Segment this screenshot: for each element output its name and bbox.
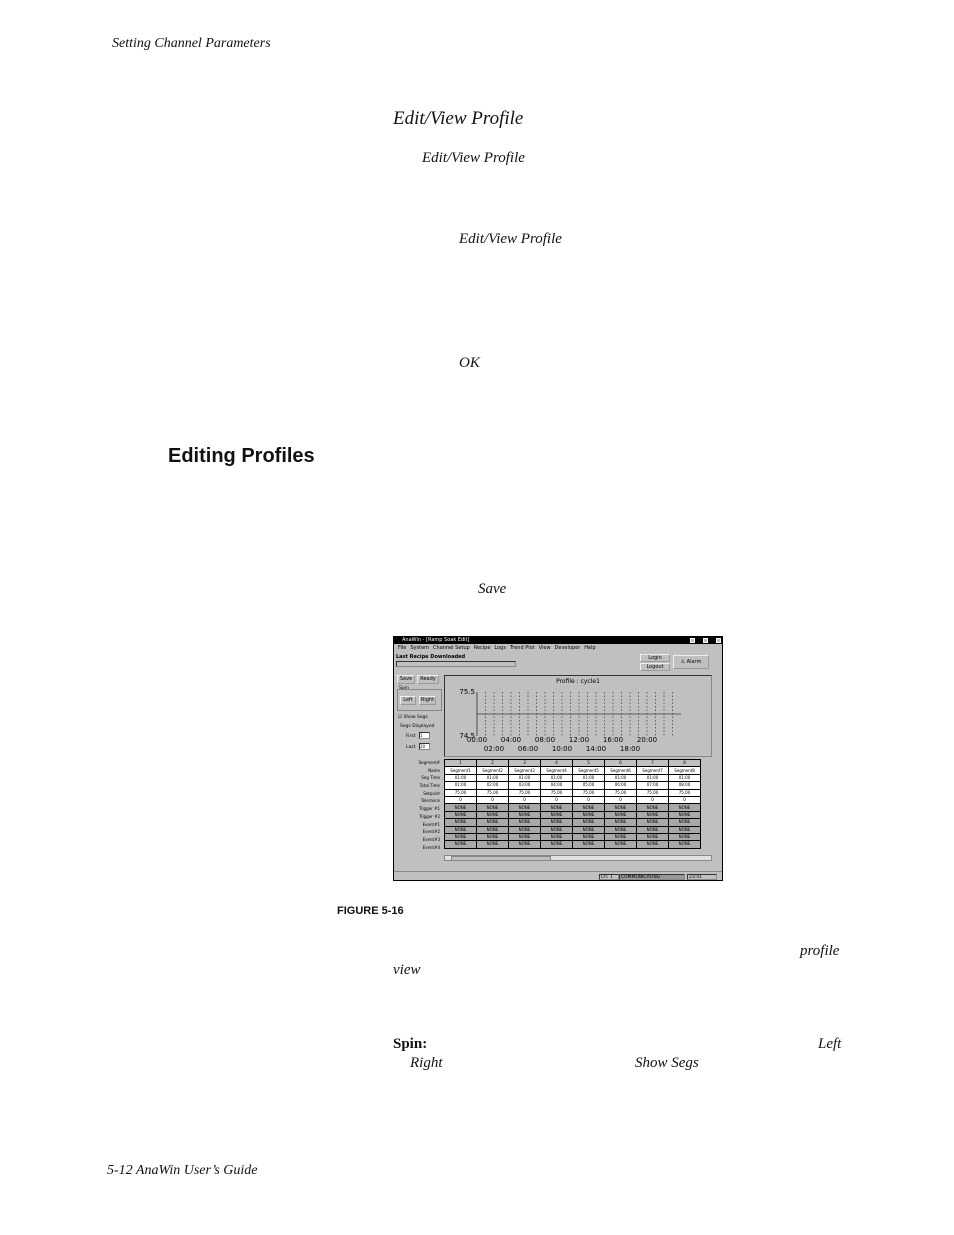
ready-button[interactable]: Ready [417, 675, 439, 684]
window-title: AnaWin - [Ramp Soak Edit] [402, 637, 470, 643]
table-cell[interactable]: 75.00 [669, 789, 701, 796]
status-bar [394, 871, 722, 881]
table-cell[interactable]: NONE [445, 833, 477, 840]
section-title: Edit/View Profile [393, 108, 524, 129]
table-cell[interactable]: 02:00 [477, 782, 509, 789]
table-cell[interactable]: Segment8 [669, 767, 701, 774]
menu-item-logs[interactable]: Logs [494, 645, 506, 651]
row-label: Segment# [418, 760, 440, 765]
table-cell[interactable]: NONE [669, 811, 701, 818]
table-cell[interactable]: NONE [509, 804, 541, 811]
table-cell[interactable]: 75.00 [637, 789, 669, 796]
last-label: Last [406, 745, 416, 750]
row-label: Tolerance [420, 798, 440, 804]
horizontal-scrollbar[interactable] [444, 855, 712, 861]
table-row [445, 833, 701, 840]
table-cell[interactable]: 75.00 [477, 789, 509, 796]
warning-icon: ⚠ [680, 659, 686, 665]
table-cell[interactable]: NONE [541, 826, 573, 833]
left-button[interactable]: Left [400, 696, 416, 705]
menu-item-system[interactable]: System [410, 645, 430, 651]
alarm-label: Alarm [686, 659, 702, 665]
table-cell[interactable]: NONE [605, 811, 637, 818]
text-show-segs: Show Segs [635, 1055, 699, 1071]
table-cell[interactable]: NONE [573, 811, 605, 818]
table-row [445, 774, 701, 781]
row-label: Event#3 [422, 836, 440, 842]
table-cell[interactable]: NONE [445, 841, 477, 848]
x-tick-label: 14:00 [585, 745, 607, 753]
table-cell[interactable]: NONE [573, 804, 605, 811]
table-cell[interactable]: 03:00 [509, 782, 541, 789]
x-tick-label: 18:00 [619, 745, 641, 753]
row-label: Total Time [419, 783, 440, 789]
table-cell[interactable]: 0 [541, 796, 573, 803]
show-segs-label: Show Segs [403, 715, 428, 720]
table-cell[interactable]: 8 [669, 760, 701, 767]
table-row [445, 819, 701, 826]
right-button[interactable]: Right [420, 697, 435, 703]
last-input[interactable]: 20 [419, 743, 430, 750]
table-row [445, 796, 701, 803]
close-icon[interactable] [716, 638, 721, 643]
table-cell[interactable]: NONE [637, 826, 669, 833]
table-cell[interactable]: 01:00 [541, 774, 573, 781]
menu-item-developer[interactable]: Developer [554, 645, 581, 651]
table-cell[interactable]: NONE [477, 841, 509, 848]
table-cell[interactable]: 01:00 [445, 774, 477, 781]
table-cell[interactable]: 01:00 [477, 774, 509, 781]
row-label: Event#2 [422, 829, 440, 835]
table-cell[interactable]: 0 [605, 796, 637, 803]
text-spin: Spin: [393, 1036, 428, 1052]
table-cell[interactable]: NONE [477, 826, 509, 833]
row-label: Event#1 [422, 821, 440, 827]
segs-displayed-label: Segs Displayed [400, 724, 435, 729]
table-cell[interactable]: 0 [637, 796, 669, 803]
row-label: Seg Time [421, 775, 440, 781]
table-cell[interactable]: Segment4 [541, 767, 573, 774]
status-channel: Ch: 1 [599, 874, 619, 880]
y-tick-label: 74.5 [459, 732, 475, 740]
table-row [445, 782, 701, 789]
alarm-button[interactable] [673, 655, 709, 669]
table-cell[interactable]: 07:00 [637, 782, 669, 789]
text-right: Right [410, 1055, 443, 1071]
row-labels [396, 759, 440, 851]
table-cell[interactable]: Segment3 [509, 767, 541, 774]
table-cell[interactable]: NONE [637, 804, 669, 811]
section-heading: Editing Profiles [168, 445, 315, 467]
table-cell[interactable]: NONE [509, 819, 541, 826]
table-cell[interactable]: NONE [541, 819, 573, 826]
table-cell[interactable]: 06:00 [605, 782, 637, 789]
show-segs-checkbox[interactable]: ☑ Show Segs [398, 715, 428, 720]
profile-chart [444, 675, 712, 757]
menu-item-channel-setup[interactable]: Channel Setup [433, 645, 470, 651]
table-cell[interactable]: NONE [477, 833, 509, 840]
table-cell[interactable]: 1 [445, 760, 477, 767]
table-cell[interactable]: NONE [573, 833, 605, 840]
table-cell[interactable]: NONE [605, 804, 637, 811]
y-tick-label: 75.5 [459, 688, 475, 696]
paragraph-ref-2: Edit/View Profile [459, 231, 562, 247]
table-cell[interactable]: 2 [477, 760, 509, 767]
row-label: Name [428, 767, 440, 773]
table-cell[interactable]: NONE [477, 819, 509, 826]
table-cell[interactable]: NONE [509, 841, 541, 848]
status-time: 23:41 [687, 874, 717, 880]
segment-table [444, 759, 701, 849]
table-cell[interactable]: 01:00 [573, 774, 605, 781]
table-cell[interactable]: NONE [509, 826, 541, 833]
table-cell[interactable]: 75.00 [605, 789, 637, 796]
table-cell[interactable]: NONE [541, 804, 573, 811]
table-cell[interactable]: NONE [445, 811, 477, 818]
table-cell[interactable]: 3 [509, 760, 541, 767]
table-cell[interactable]: NONE [509, 833, 541, 840]
menu-item-file[interactable]: File [398, 645, 407, 651]
table-cell[interactable]: 01:00 [669, 774, 701, 781]
table-cell[interactable]: Segment2 [477, 767, 509, 774]
table-cell[interactable]: 75.00 [445, 789, 477, 796]
table-cell[interactable]: NONE [477, 804, 509, 811]
table-cell[interactable]: NONE [477, 811, 509, 818]
row-label: Setpoint [423, 790, 440, 796]
table-cell[interactable]: NONE [573, 819, 605, 826]
row-label: Event#4 [422, 844, 440, 850]
table-cell[interactable]: 75.00 [509, 789, 541, 796]
table-cell[interactable]: NONE [541, 833, 573, 840]
figure-caption: FIGURE 5-16 [337, 905, 404, 917]
table-cell[interactable]: 5 [573, 760, 605, 767]
first-label: First [406, 734, 416, 739]
table-cell[interactable]: NONE [445, 804, 477, 811]
table-cell[interactable]: 7 [637, 760, 669, 767]
x-tick-label: 10:00 [551, 745, 573, 753]
status-communicating: COMMUNICATING [619, 874, 685, 880]
table-cell[interactable]: NONE [541, 841, 573, 848]
table-cell[interactable]: NONE [637, 811, 669, 818]
table-cell[interactable]: NONE [445, 826, 477, 833]
table-cell[interactable]: Segment7 [637, 767, 669, 774]
table-cell[interactable]: Segment1 [445, 767, 477, 774]
table-row [445, 841, 701, 848]
table-row [445, 811, 701, 818]
table-cell[interactable]: 0 [477, 796, 509, 803]
table-cell[interactable]: 0 [509, 796, 541, 803]
table-cell[interactable]: NONE [445, 819, 477, 826]
login-button[interactable]: Login [640, 654, 670, 662]
row-label: Trigger #2 [419, 813, 440, 819]
x-tick-label: 04:00 [500, 736, 522, 744]
minimize-icon[interactable] [690, 638, 695, 643]
x-tick-label: 00:00 [466, 736, 488, 744]
menu-item-trend-plot[interactable]: Trend Plot [509, 645, 535, 651]
table-cell[interactable]: NONE [573, 826, 605, 833]
menu-item-recipe[interactable]: Recipe [473, 645, 491, 651]
table-cell[interactable]: Segment6 [605, 767, 637, 774]
table-cell[interactable]: NONE [669, 804, 701, 811]
table-cell[interactable]: 01:00 [509, 774, 541, 781]
table-cell[interactable]: NONE [605, 833, 637, 840]
window-titlebar [394, 637, 722, 644]
running-footer: 5-12 AnaWin User’s Guide [107, 1163, 258, 1178]
table-cell[interactable]: NONE [509, 811, 541, 818]
table-cell[interactable]: 08:00 [669, 782, 701, 789]
table-cell[interactable]: 0 [445, 796, 477, 803]
table-cell[interactable]: 01:00 [637, 774, 669, 781]
table-cell[interactable]: 05:00 [573, 782, 605, 789]
screenshot-window [393, 636, 723, 881]
x-tick-label: 16:00 [602, 736, 624, 744]
logout-button[interactable]: Logout [640, 663, 670, 671]
table-cell[interactable]: NONE [541, 811, 573, 818]
x-tick-label: 12:00 [568, 736, 590, 744]
text-profile: profile [800, 943, 840, 959]
table-cell[interactable]: 6 [605, 760, 637, 767]
profile-chart-svg [445, 676, 711, 756]
first-input[interactable]: 1 [419, 732, 430, 739]
table-cell[interactable]: Segment5 [573, 767, 605, 774]
table-cell[interactable]: NONE [605, 819, 637, 826]
table-cell[interactable]: NONE [669, 833, 701, 840]
table-cell[interactable]: 75.00 [541, 789, 573, 796]
scroll-thumb[interactable] [451, 856, 551, 861]
x-tick-label: 06:00 [517, 745, 539, 753]
table-cell[interactable]: NONE [669, 826, 701, 833]
table-cell[interactable]: NONE [669, 819, 701, 826]
x-tick-label: 20:00 [636, 736, 658, 744]
running-header: Setting Channel Parameters [112, 36, 271, 51]
table-row [445, 767, 701, 774]
table-cell[interactable]: 75.00 [573, 789, 605, 796]
table-cell[interactable]: 0 [573, 796, 605, 803]
table-cell[interactable]: 04:00 [541, 782, 573, 789]
table-cell[interactable]: NONE [669, 841, 701, 848]
menu-item-help[interactable]: Help [584, 645, 596, 651]
status-field [396, 661, 516, 667]
table-cell[interactable]: NONE [637, 841, 669, 848]
maximize-icon[interactable] [703, 638, 708, 643]
table-cell[interactable]: NONE [637, 819, 669, 826]
paragraph-ref-1: Edit/View Profile [422, 150, 525, 166]
x-tick-label: 02:00 [483, 745, 505, 753]
table-cell[interactable]: 0 [669, 796, 701, 803]
table-cell[interactable]: 01:00 [605, 774, 637, 781]
table-cell[interactable]: NONE [605, 826, 637, 833]
paragraph-ref-3: OK [459, 355, 480, 371]
status-line: Last Recipe Downloaded [396, 654, 466, 660]
table-cell[interactable]: NONE [637, 833, 669, 840]
table-row [445, 789, 701, 796]
text-view: view [393, 962, 421, 978]
row-label: Trigger #1 [419, 806, 440, 812]
menu-item-view[interactable]: View [538, 645, 551, 651]
table-cell[interactable]: 4 [541, 760, 573, 767]
menu-bar [394, 644, 722, 652]
table-row [445, 760, 701, 767]
chart-title: Profile : cycle1 [556, 678, 600, 685]
table-row [445, 826, 701, 833]
save-button[interactable]: Save [397, 675, 415, 684]
table-row [445, 804, 701, 811]
table-cell[interactable]: NONE [573, 841, 605, 848]
table-cell[interactable]: 01:00 [445, 782, 477, 789]
text-left: Left [818, 1036, 842, 1052]
paragraph-ref-4: Save [478, 581, 507, 597]
spin-label: Spin [399, 686, 409, 691]
table-cell[interactable]: NONE [605, 841, 637, 848]
x-tick-label: 08:00 [534, 736, 556, 744]
